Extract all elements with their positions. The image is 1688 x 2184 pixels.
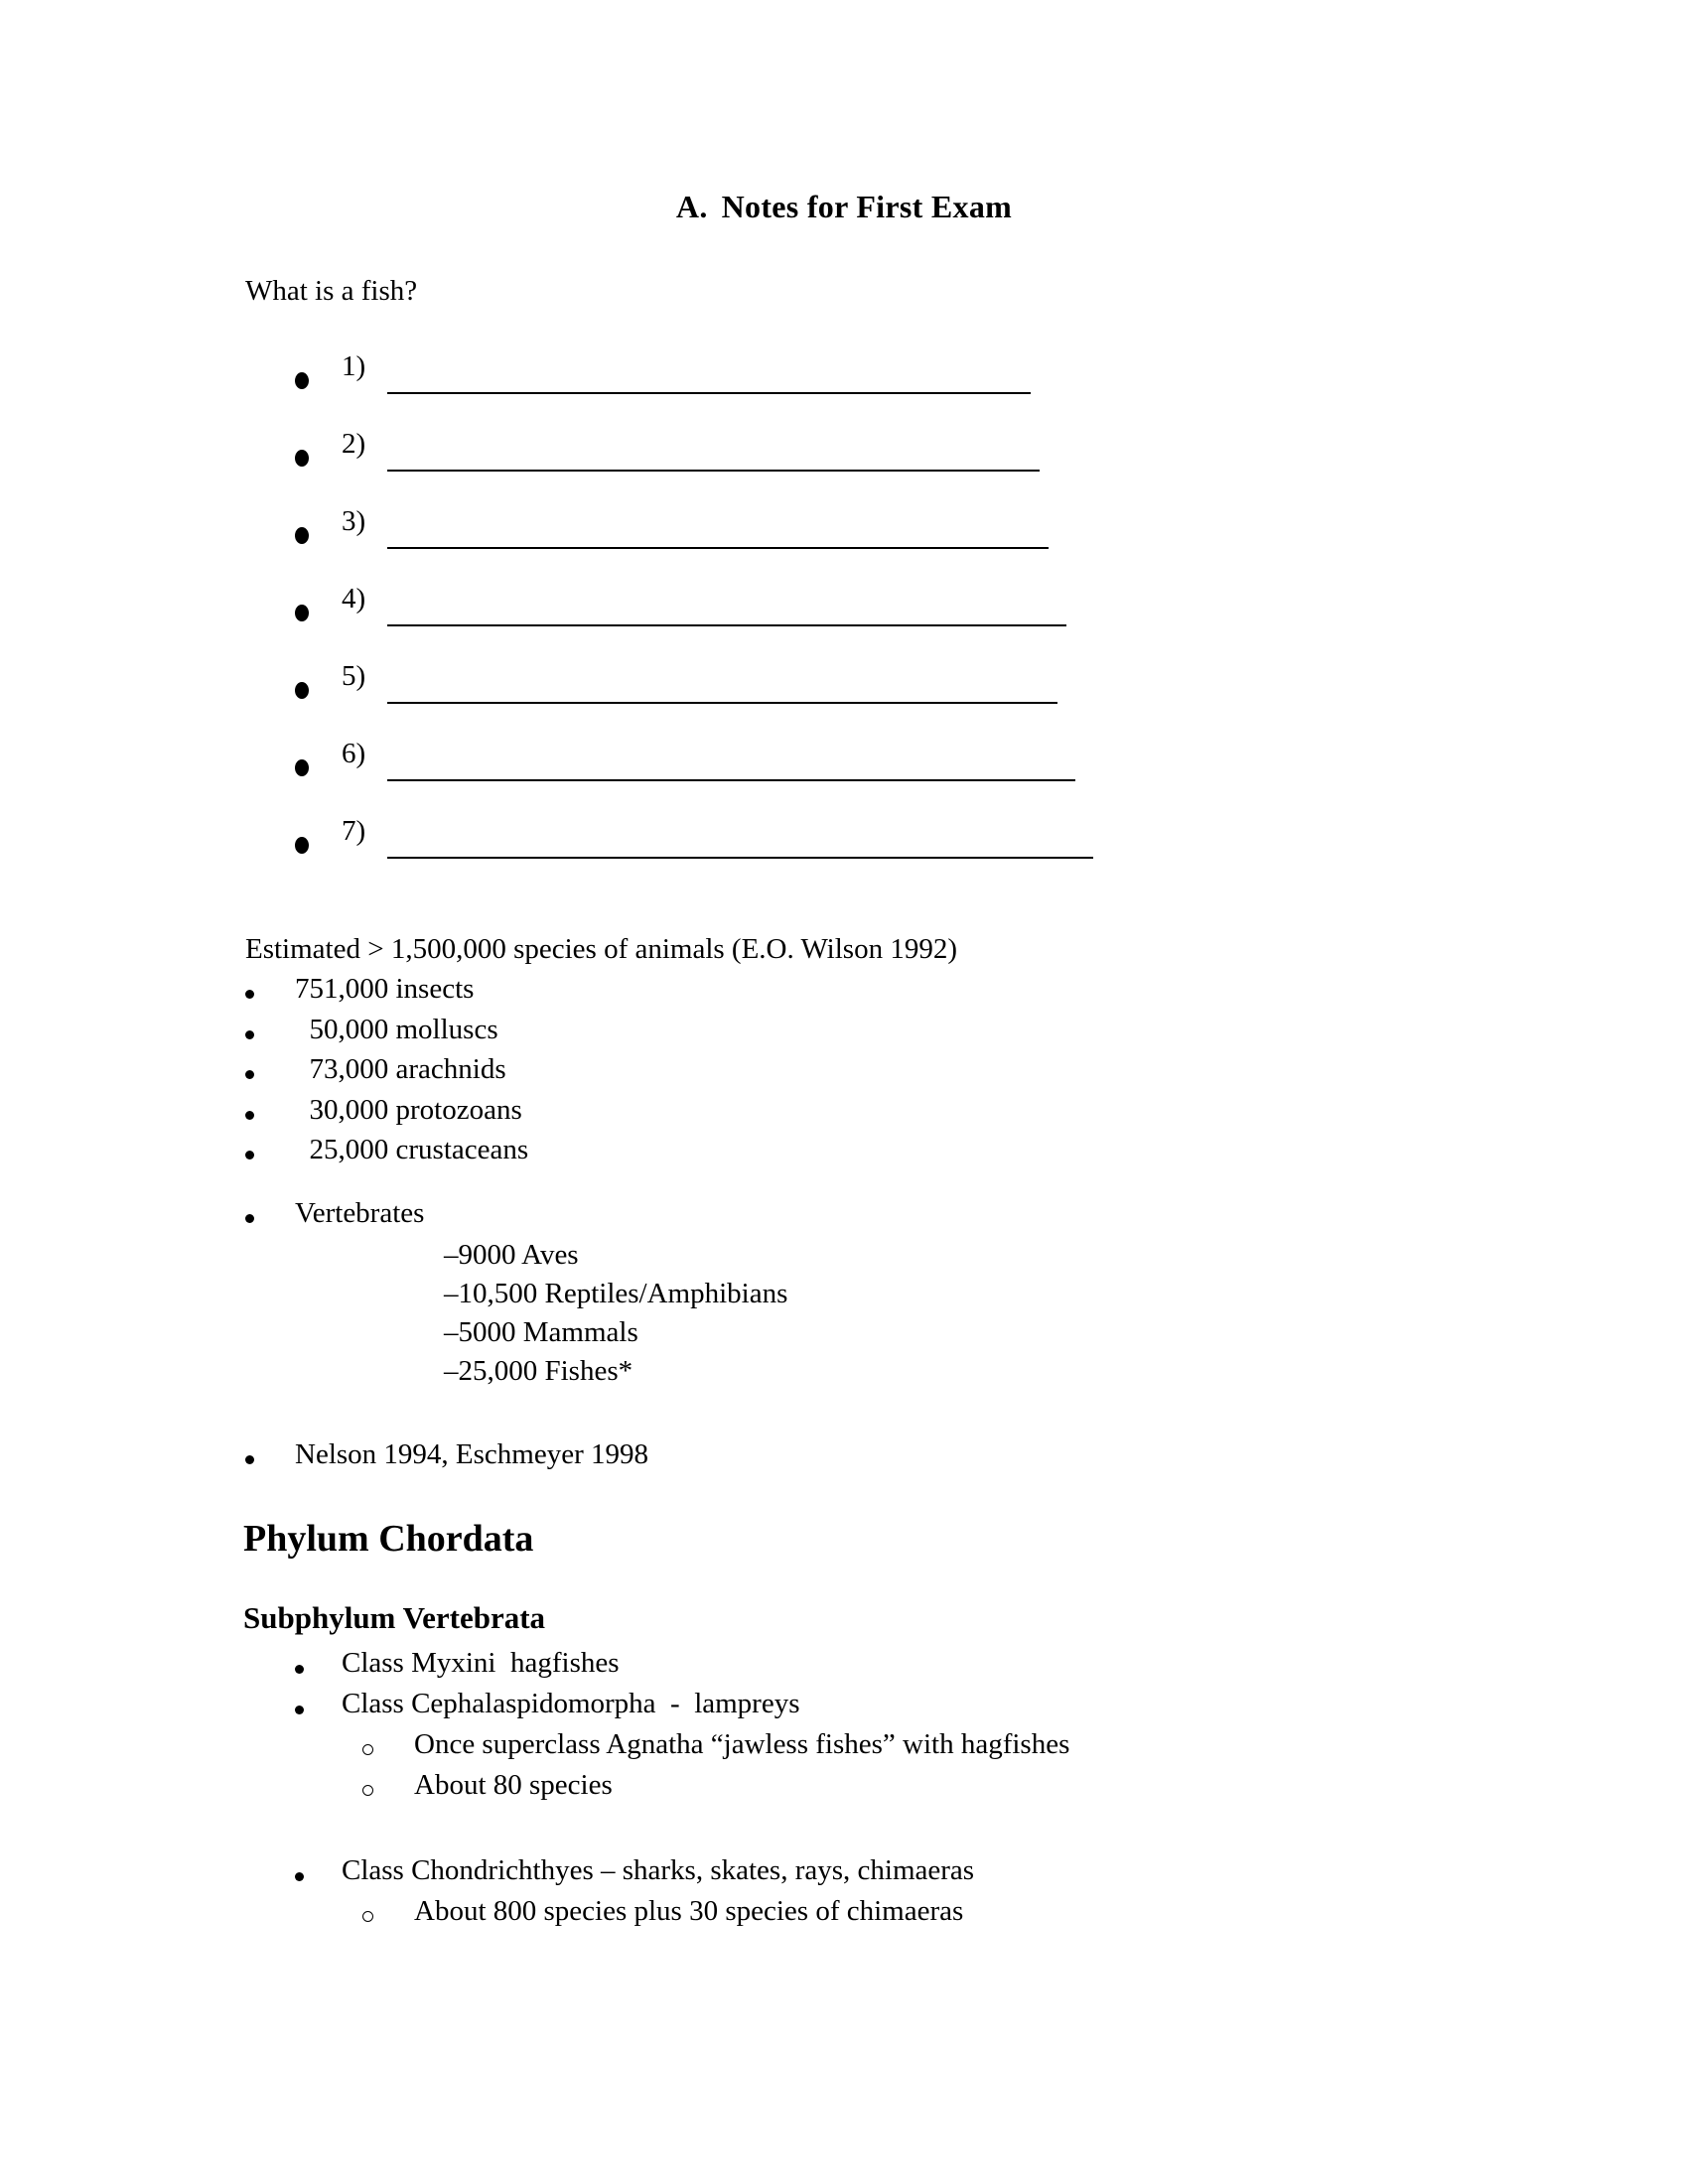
blank-number: 7) — [342, 815, 366, 847]
list-item — [245, 974, 1139, 1015]
blank-row — [245, 737, 1486, 814]
bullet-icon — [295, 527, 309, 544]
vertebrates-label: Vertebrates — [295, 1197, 425, 1229]
blank-row — [245, 349, 1486, 427]
species-count-label: 25,000 crustaceans — [295, 1134, 529, 1165]
blank-row — [245, 427, 1486, 504]
list-item — [245, 1054, 1139, 1095]
taxonomy-note-item — [245, 1896, 1536, 1937]
blank-row — [245, 659, 1486, 737]
bullet-icon — [295, 372, 309, 389]
blank-row — [245, 814, 1486, 891]
fill-in-blank-list — [245, 349, 1486, 891]
bullet-icon — [295, 450, 309, 467]
blank-rule[interactable] — [387, 624, 1066, 626]
species-count-label: 50,000 molluscs — [295, 1013, 498, 1045]
vertebrate-group-list — [444, 1239, 787, 1394]
bullet-icon — [245, 1070, 254, 1079]
vertebrate-group-item: –10,500 Reptiles/Amphibians — [444, 1278, 788, 1309]
taxonomy-list — [245, 1648, 1536, 1937]
blank-rule[interactable] — [387, 547, 1049, 549]
bullet-icon — [295, 1706, 304, 1714]
list-item — [245, 1095, 1139, 1136]
hollow-bullet-icon — [362, 1911, 373, 1922]
hollow-bullet-icon — [362, 1785, 373, 1796]
taxonomy-note-item — [245, 1729, 1536, 1770]
blank-number: 5) — [342, 660, 366, 692]
blank-row — [245, 582, 1486, 659]
blank-rule[interactable] — [387, 857, 1093, 859]
vertebrate-group-item: –9000 Aves — [444, 1239, 579, 1271]
bullet-icon — [245, 1030, 254, 1039]
taxonomy-class-item — [245, 1648, 1536, 1689]
bullet-icon — [295, 759, 309, 776]
bullet-icon — [245, 990, 254, 999]
vertebrate-group-item: –25,000 Fishes* — [444, 1355, 633, 1387]
subphylum-heading: Subphylum Vertebrata — [243, 1600, 546, 1635]
hollow-bullet-icon — [362, 1744, 373, 1755]
bullet-icon — [295, 837, 309, 854]
phylum-heading: Phylum Chordata — [243, 1518, 534, 1560]
taxonomy-note-item — [245, 1770, 1536, 1811]
bullet-icon — [295, 605, 309, 621]
taxonomy-class-label: Class Myxini hagfishes — [342, 1647, 620, 1679]
taxonomy-note-label: About 80 species — [414, 1769, 613, 1801]
blank-rule[interactable] — [387, 702, 1057, 704]
page-title-text: Notes for First Exam — [721, 189, 1013, 224]
bullet-icon — [245, 1455, 254, 1464]
taxonomy-class-item — [245, 1855, 1536, 1896]
blank-number: 2) — [342, 428, 366, 460]
bullet-icon — [245, 1111, 254, 1120]
question-prompt: What is a fish? — [245, 275, 418, 307]
taxonomy-note-label: Once superclass Agnatha “jawless fishes” with hagfishes — [414, 1728, 1070, 1760]
blank-rule[interactable] — [387, 392, 1031, 394]
reference-label: Nelson 1994, Eschmeyer 1998 — [295, 1438, 648, 1470]
blank-row — [245, 504, 1486, 582]
page-title-prefix: A. — [675, 189, 708, 224]
bullet-icon — [295, 682, 309, 699]
taxonomy-class-item — [245, 1689, 1536, 1729]
blank-rule[interactable] — [387, 779, 1075, 781]
species-count-label: 73,000 arachnids — [295, 1053, 506, 1085]
species-count-label: 751,000 insects — [295, 973, 475, 1005]
bullet-icon — [295, 1665, 304, 1674]
blank-number: 4) — [342, 583, 366, 614]
list-spacer — [245, 1811, 1536, 1855]
species-count-label: 30,000 protozoans — [295, 1093, 522, 1126]
bullet-icon — [245, 1214, 254, 1223]
blank-number: 6) — [342, 738, 366, 769]
vertebrate-group-item: –5000 Mammals — [444, 1316, 638, 1348]
taxonomy-note-label: About 800 species plus 30 species of chimaeras — [414, 1895, 964, 1927]
blank-rule[interactable] — [387, 470, 1040, 472]
species-count-list — [245, 974, 1139, 1175]
taxonomy-class-label: Class Cephalaspidomorpha - lampreys — [342, 1688, 800, 1719]
list-item — [245, 1135, 1139, 1175]
list-item — [245, 1015, 1139, 1055]
estimated-species-heading: Estimated > 1,500,000 species of animals (E.O. Wilson 1992) — [245, 933, 957, 965]
bullet-icon — [245, 1151, 254, 1160]
blank-number: 1) — [342, 350, 366, 382]
taxonomy-class-label: Class Chondrichthyes – sharks, skates, rays, chimaeras — [342, 1854, 975, 1886]
blank-number: 3) — [342, 505, 366, 537]
bullet-icon — [295, 1872, 304, 1881]
page-title — [0, 189, 1688, 225]
